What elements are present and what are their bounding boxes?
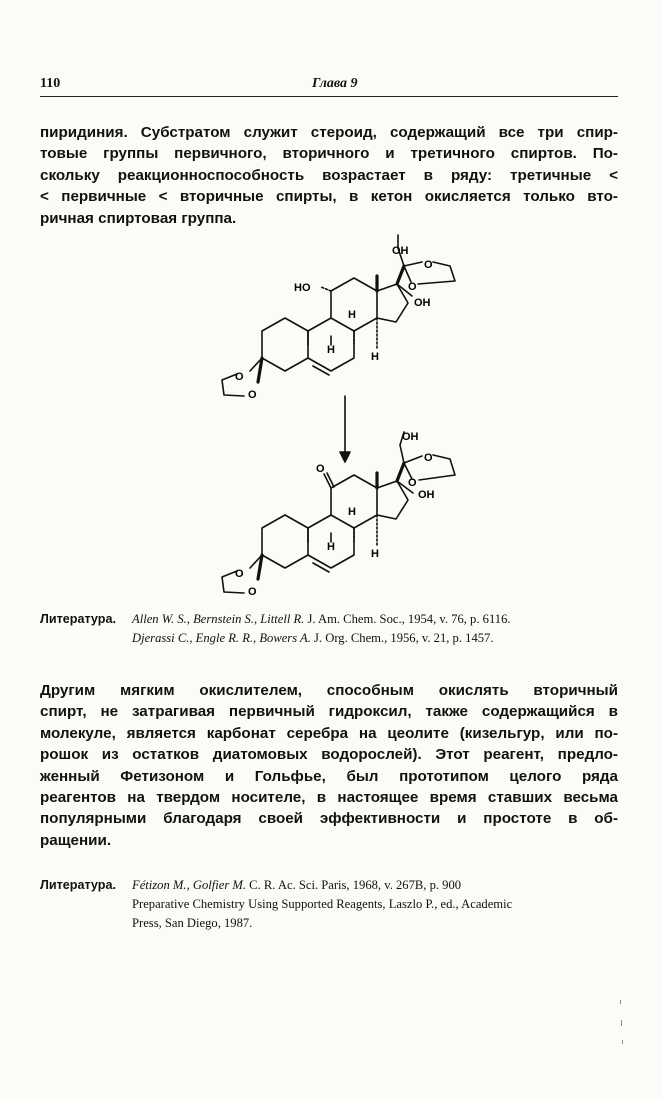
oxygen-label: O (316, 463, 325, 475)
oxygen-label: O (248, 389, 257, 401)
paragraph-line: пиридиния. Субстратом служит стероид, содержащий все три спир- (40, 124, 618, 141)
oh-label: OH (414, 297, 431, 309)
scan-speck (621, 1020, 622, 1026)
paragraph-line: спирт, не затрагивая первичный гидроксил, также содержащийся в (40, 703, 618, 721)
paragraph-line: товые группы первичного, вторичного и третичного спиртов. По- (40, 145, 618, 163)
paragraph-2 (40, 680, 618, 851)
reference-authors: Fétizon M., Golfier M. (132, 878, 247, 892)
scan-speck (622, 1040, 623, 1044)
paragraph-line: популярными благодаря своей эффективности и простоте в об- (40, 810, 618, 828)
reference-source: Preparative Chemistry Using Supported Reagents, Laszlo P., ed., Academic (132, 897, 513, 911)
paragraph-line: женный Фетизоном и Гольфье, был прототипом целого ряда (40, 767, 618, 785)
paragraph-line: ращении. (40, 831, 112, 849)
paragraph-line: реагентов на твердом носителе, в настоящее время ставших весьма (40, 789, 618, 807)
reference-source: J. Am. Chem. Soc., 1954, v. 76, p. 6116. (304, 612, 511, 626)
reference (132, 876, 461, 895)
chapter-title: Глава 9 (312, 76, 358, 91)
reference-authors: Allen W. S., Bernstein S., Littell R. (132, 612, 305, 626)
paragraph-line: < первичные < вторичные спирты, в кетон окисляется только вто- (40, 188, 618, 206)
oxygen-label: O (235, 568, 244, 580)
oxygen-label: O (235, 371, 244, 383)
paragraph-line: рошок из остатков диатомовых водорослей). Этот реагент, предло- (40, 746, 618, 764)
oxygen-label: O (408, 281, 417, 293)
reference-source: J. Org. Chem., 1956, v. 21, p. 1457. (310, 631, 494, 645)
paragraph-line: молекуле, является карбонат серебра на цеолите (кизельгур, или по- (40, 724, 618, 742)
h-label: H (348, 506, 356, 518)
h-label: H (348, 309, 356, 321)
oxygen-label: O (408, 477, 417, 489)
reference (132, 895, 512, 914)
reference (132, 610, 511, 629)
oh-label: OH (402, 431, 419, 443)
h-label: H (327, 344, 335, 356)
oxygen-label: O (248, 586, 257, 598)
page-number: 110 (40, 76, 61, 91)
reference-source: C. R. Ac. Sci. Paris, 1968, v. 267B, p. 900 (246, 878, 462, 892)
scan-speck (620, 1000, 621, 1004)
paragraph-line: ричная спиртовая группа. (40, 209, 237, 227)
reference-authors: Djerassi C., Engle R. R., Bowers A. (132, 631, 311, 645)
h-label: H (371, 351, 379, 363)
top-steroid-structure (222, 235, 455, 396)
oh-label: OH (418, 489, 435, 501)
h-label: H (371, 548, 379, 560)
literature-label: Литература. (40, 878, 116, 892)
paragraph-line: Другим мягким окислителем, способным окислять вторичный (40, 682, 618, 699)
reference (132, 914, 252, 933)
reference-source: Press, San Diego, 1987. (132, 916, 253, 930)
paragraph-line: скольку реакционноспособность возрастает в ряду: третичные < (40, 166, 618, 184)
oxygen-label: O (424, 452, 433, 464)
literature-label: Литература. (40, 612, 116, 626)
oxygen-label: O (424, 259, 433, 271)
oh-label: OH (392, 245, 409, 257)
ho-label: HO (294, 282, 311, 294)
bottom-steroid-structure (222, 432, 455, 593)
h-label: H (327, 541, 335, 553)
reference (132, 629, 493, 648)
